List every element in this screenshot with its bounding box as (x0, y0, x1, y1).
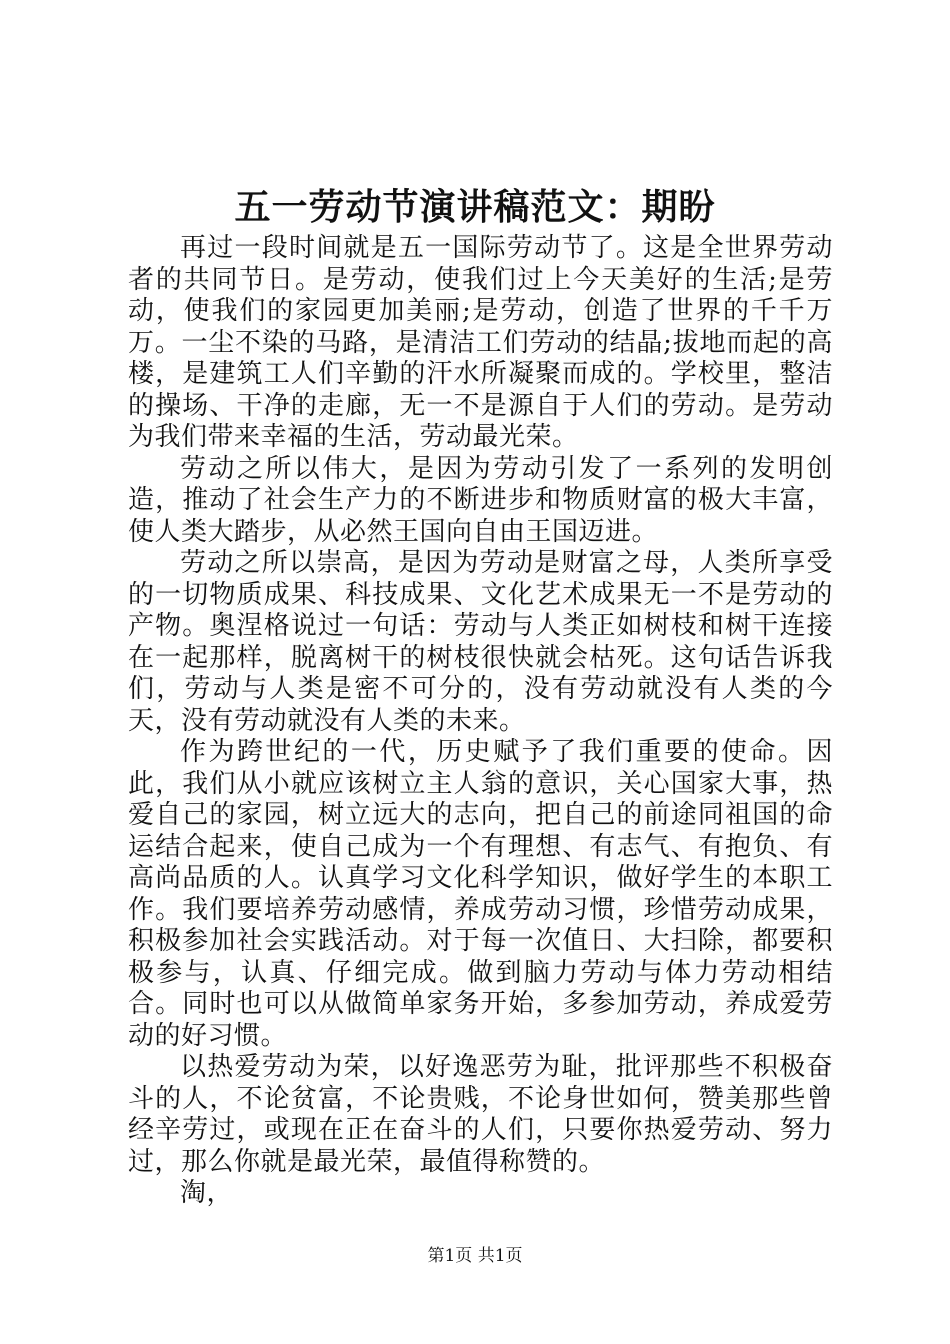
paragraph-6: 淘， (180, 1178, 234, 1208)
paragraph-5: 以热爱劳动为荣，以好逸恶劳为耻，批评那些不积极奋斗的人，不论贫富，不论贵贱，不论身世如何，赞美那些曾经辛劳过，或现在正在奋斗的人们，只要你热爱劳动、努力过，那么你就是最光荣，最值得称赞的。 (128, 1052, 833, 1177)
document-body (128, 233, 833, 1210)
paragraph-3: 劳动之所以崇高，是因为劳动是财富之母，人类所享受的一切物质成果、科技成果、文化艺术成果无一不是劳动的产物。奥涅格说过一句话：劳动与人类正如树枝和树干连接在一起那样，脱离树干的树枝很快就会枯死。这句话告诉我们，劳动与人类是密不可分的，没有劳动就没有人类的今天，没有劳动就没有人类的未来。 (128, 548, 833, 736)
paragraph-1: 再过一段时间就是五一国际劳动节了。这是全世界劳动者的共同节日。是劳动，使我们过上今天美好的生活;是劳动，使我们的家园更加美丽;是劳动，创造了世界的千千万万。一尘不染的马路，是清洁工们劳动的结晶;拔地而起的高楼，是建筑工人们辛勤的汗水所凝聚而成的。学校里，整洁的操场、干净的走廊，无一不是源自于人们的劳动。是劳动为我们带来幸福的生活，劳动最光荣。 (128, 233, 833, 452)
paragraph-2: 劳动之所以伟大，是因为劳动引发了一系列的发明创造，推动了社会生产力的不断进步和物质财富的极大丰富，使人类大踏步，从必然王国向自由王国迈进。 (128, 453, 833, 547)
document-title: 五一劳动节演讲稿范文：期盼 (234, 187, 716, 228)
paragraph-4: 作为跨世纪的一代，历史赋予了我们重要的使命。因此，我们从小就应该树立主人翁的意识，关心国家大事，热爱自己的家园，树立远大的志向，把自己的前途同祖国的命运结合起来，使自己成为一个有理想、有志气、有抱负、有高尚品质的人。认真学习文化科学知识，做好学生的本职工作。我们要培养劳动感情，养成劳动习惯，珍惜劳动成果，积极参加社会实践活动。对于每一次值日、大扫除，都要积极参与，认真、仔细完成。做到脑力劳动与体力劳动相结合。同时也可以从做简单家务开始，多参加劳动，养成爱劳动的好习惯。 (128, 737, 833, 1051)
page-footer: 第1页 共1页 (427, 1246, 523, 1266)
